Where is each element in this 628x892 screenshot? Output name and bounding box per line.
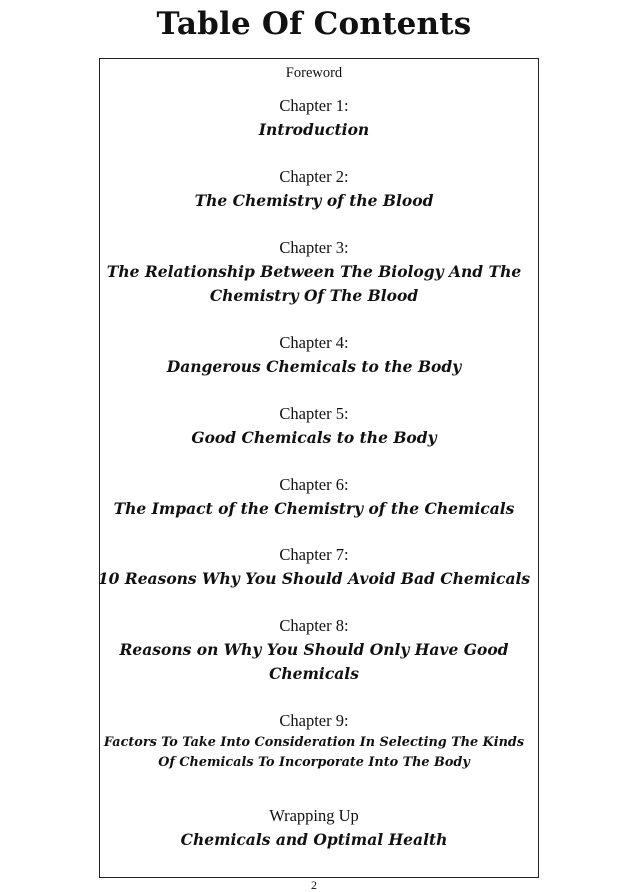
chapter-label: Chapter 8: bbox=[279, 616, 349, 635]
toc-entry-chapter-7 bbox=[0, 544, 628, 591]
foreword-label: Foreword bbox=[285, 65, 343, 81]
toc-entry-chapter-4 bbox=[0, 332, 628, 379]
chapter-label: Chapter 4: bbox=[279, 333, 349, 352]
toc-entry-chapter-1 bbox=[0, 95, 628, 142]
chapter-label: Chapter 5: bbox=[279, 404, 349, 423]
toc-entry-chapter-9 bbox=[0, 710, 628, 772]
chapter-title: 10 Reasons Why You Should Avoid Bad Chemicals bbox=[97, 569, 531, 588]
chapter-label: Chapter 7: bbox=[279, 545, 349, 564]
wrapping-up-label: Wrapping Up bbox=[269, 806, 359, 825]
toc-entry-wrapping-up bbox=[0, 805, 628, 852]
chapter-title: Reasons on Why You Should Only Have Good Chemicals bbox=[119, 640, 509, 683]
wrapping-up-title: Chemicals and Optimal Health bbox=[180, 830, 448, 849]
toc-entry-chapter-3 bbox=[0, 237, 628, 307]
page-number: 2 bbox=[311, 878, 317, 892]
toc-entry-chapter-2 bbox=[0, 166, 628, 213]
chapter-title: Good Chemicals to the Body bbox=[191, 428, 437, 447]
toc-foreword bbox=[0, 63, 628, 83]
chapter-title: Dangerous Chemicals to the Body bbox=[166, 357, 462, 376]
chapter-label: Chapter 6: bbox=[279, 475, 349, 494]
toc-entry-chapter-5 bbox=[0, 403, 628, 450]
chapter-label: Chapter 2: bbox=[279, 167, 349, 186]
chapter-label: Chapter 3: bbox=[279, 238, 349, 257]
chapter-title: Factors To Take Into Consideration In Selecting The Kinds Of Chemicals To Incorporate Into The Body bbox=[103, 735, 525, 770]
toc-entry-chapter-6 bbox=[0, 474, 628, 521]
chapter-label: Chapter 1: bbox=[279, 96, 349, 115]
page-title: Table Of Contents bbox=[156, 6, 472, 42]
chapter-title: Introduction bbox=[258, 120, 370, 139]
chapter-title: The Relationship Between The Biology And The Chemistry Of The Blood bbox=[106, 262, 522, 305]
chapter-title: The Impact of the Chemistry of the Chemicals bbox=[113, 499, 515, 518]
chapter-title: The Chemistry of the Blood bbox=[194, 191, 434, 210]
toc-entry-chapter-8 bbox=[0, 615, 628, 685]
chapter-label: Chapter 9: bbox=[279, 711, 349, 730]
